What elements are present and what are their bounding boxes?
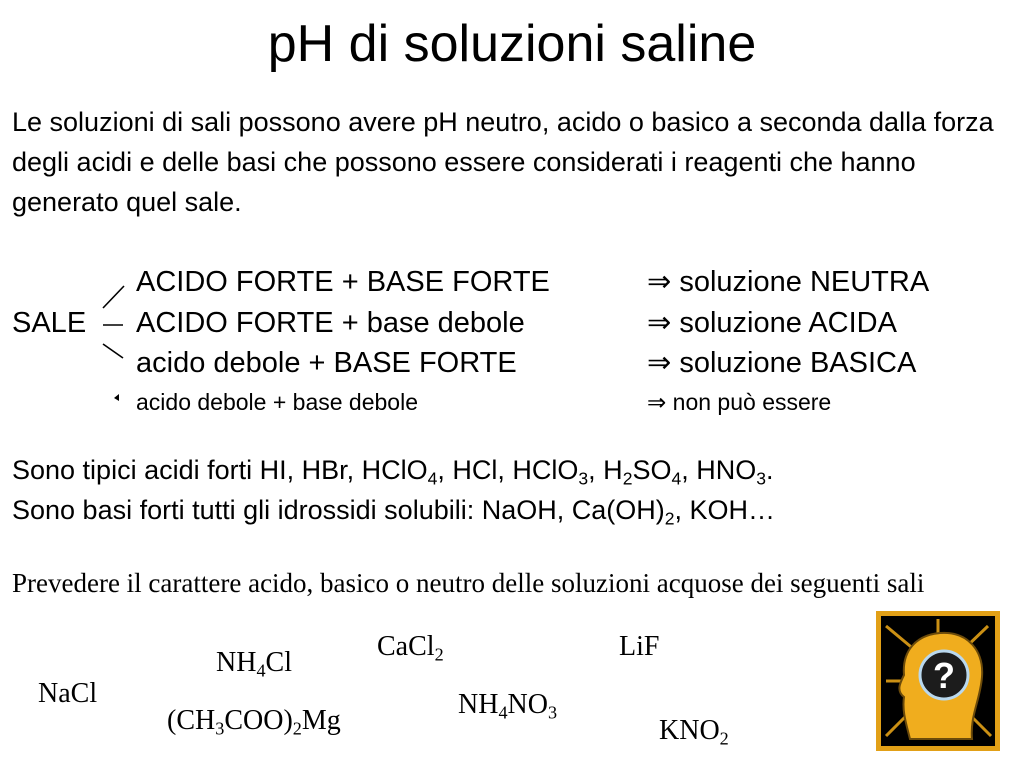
reaction-3-result: ⇒ soluzione BASICA (647, 347, 917, 379)
reaction-1-reagents: ACIDO FORTE + BASE FORTE (136, 266, 550, 298)
arrow-3 (103, 344, 123, 358)
exercise-prompt: Prevedere il carattere acido, basico o neutro delle soluzioni acquose dei seguenti sali (12, 568, 925, 598)
reaction-1-result: ⇒ soluzione NEUTRA (647, 266, 930, 298)
reaction-4-result: ⇒ non può essere (647, 389, 832, 415)
salt-nacl: NaCl (38, 678, 98, 709)
salt-nh4no3: $NH_4NO_3$ (458, 689, 558, 723)
intro-paragraph: Le soluzioni di sali possono avere pH neutro, acido o basico a seconda dalla forza degli acidi e delle basi che possono essere considerati i reagenti che hanno generato quel sale. (12, 107, 994, 217)
arrows-diagram (95, 280, 135, 410)
reaction-2-reagents: ACIDO FORTE + base debole (136, 307, 525, 339)
strong-acids-line: Sono tipici acidi forti HI, HBr, HClO$_4$, HCl, HClO$_3$, $H_2SO_4$, $HNO_3$. (12, 455, 774, 489)
slide-title: pH di soluzioni saline (267, 15, 757, 73)
salt-kno2: $KNO_2$ (659, 715, 729, 749)
question-mark: ? (933, 655, 955, 696)
salt-lif: LiF (619, 631, 660, 662)
question-head-icon (876, 611, 1000, 751)
sale-label: SALE (12, 307, 87, 339)
salt-mg-acetate: $(CH_3COO)_2Mg$ (167, 705, 341, 739)
arrowhead-4 (114, 394, 119, 401)
reaction-2-result: ⇒ soluzione ACIDA (647, 307, 897, 339)
arrow-1 (103, 286, 124, 308)
reaction-3-reagents: acido debole + BASE FORTE (136, 347, 517, 379)
salt-cacl2: CaCl$_2$ (377, 631, 444, 665)
salt-nh4cl: $NH_4Cl$ (216, 647, 293, 681)
reaction-4-reagents: acido debole + base debole (136, 389, 418, 415)
strong-bases-line: Sono basi forti tutti gli idrossidi solubili: NaOH, $Ca(OH)_2$, KOH… (12, 495, 776, 529)
